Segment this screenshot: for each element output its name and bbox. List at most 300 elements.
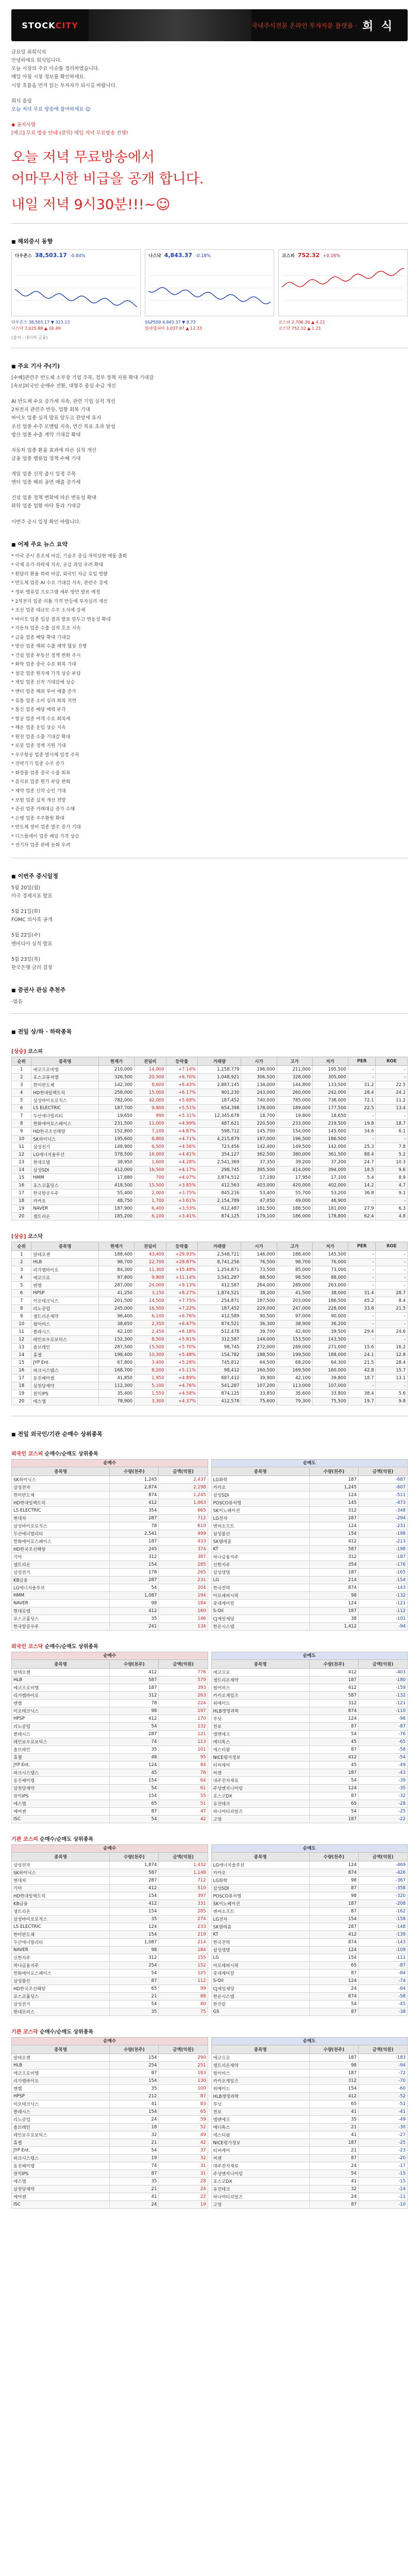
table-row[interactable] (12, 1282, 408, 1290)
stock-name[interactable]: 에코프로 (211, 1669, 309, 1676)
stock-name[interactable]: 이오테크닉스 (12, 1707, 110, 1715)
table-row[interactable] (211, 1962, 408, 1970)
stock-name[interactable]: 기아 (12, 1553, 110, 1561)
stock-name[interactable]: 위메이드 (211, 1700, 309, 1707)
stock-name[interactable]: 셀트리온제약 (211, 1676, 309, 1684)
stock-name[interactable]: HPSP (12, 2093, 110, 2100)
table-row[interactable] (211, 2170, 408, 2178)
table-row[interactable] (211, 2131, 408, 2139)
stock-name[interactable]: 삼천당제약 (12, 2185, 110, 2193)
stock-name[interactable]: 휴젤 (12, 2139, 110, 2147)
table-row[interactable] (12, 1297, 408, 1305)
stock-name[interactable]: 클래시스 (31, 1328, 99, 1336)
table-row[interactable] (12, 2001, 208, 2008)
stock-name[interactable]: 아모레퍼시픽 (211, 1592, 309, 1600)
table-row[interactable] (211, 1707, 408, 1715)
stock-name[interactable]: 삼성SDI (31, 1166, 99, 1174)
table-row[interactable] (12, 1375, 408, 1382)
table-row[interactable] (12, 2162, 208, 2170)
table-row[interactable] (12, 2116, 208, 2124)
stock-name[interactable]: 포스코홀딩스 (12, 1993, 110, 2001)
table-row[interactable] (12, 1731, 208, 1738)
stock-name[interactable]: 현대모비스 (12, 2008, 110, 2016)
stock-name[interactable]: 펄어비스 (211, 2070, 309, 2077)
stock-name[interactable]: 현대차 (12, 1877, 110, 1885)
stock-name[interactable]: 에스티팜 (211, 2131, 309, 2139)
stock-name[interactable]: 케어젠 (12, 1808, 110, 1816)
stockcity-logo[interactable] (11, 9, 89, 41)
table-row[interactable] (12, 1676, 208, 1684)
stock-name[interactable]: 한진칼 (211, 2001, 309, 2008)
stock-name[interactable]: 삼성바이오로직스 (31, 1097, 99, 1105)
table-row[interactable] (211, 1777, 408, 1785)
stock-name[interactable]: 카카오게임즈 (211, 2077, 309, 2085)
table-row[interactable] (211, 2201, 408, 2209)
table-row[interactable] (12, 2155, 208, 2162)
stock-name[interactable]: SK이노베이션 (211, 1900, 309, 1908)
stock-name[interactable]: 루닛 (211, 2100, 309, 2108)
table-row[interactable] (12, 1290, 408, 1297)
table-row[interactable] (12, 2124, 208, 2131)
table-row[interactable] (12, 1515, 208, 1522)
stock-name[interactable]: 기아 (12, 1885, 110, 1892)
stock-name[interactable]: HD현대일렉트릭 (12, 1892, 110, 1900)
table-row[interactable] (211, 1977, 408, 1985)
table-row[interactable] (12, 1320, 408, 1328)
table-row[interactable] (12, 1954, 208, 1962)
stock-name[interactable]: 포스코홀딩스 (12, 1615, 110, 1623)
table-row[interactable] (12, 2008, 208, 2016)
stock-name[interactable]: 한미반도체 (31, 1081, 99, 1089)
table-row[interactable] (211, 1908, 408, 1916)
table-row[interactable] (211, 1592, 408, 1600)
stock-name[interactable]: 펄어비스 (31, 1320, 99, 1328)
table-row[interactable] (211, 1754, 408, 1761)
table-row[interactable] (12, 1885, 208, 1892)
stock-name[interactable]: SK하이닉스 (12, 1869, 110, 1877)
table-row[interactable] (12, 1900, 208, 1908)
stock-name[interactable]: 에스엠 (12, 1800, 110, 1808)
table-row[interactable] (12, 1977, 208, 1985)
stock-name[interactable]: 셀트리온 (31, 1213, 99, 1221)
table-row[interactable] (211, 1577, 408, 1584)
stock-name[interactable]: 리노공업 (12, 1723, 110, 1731)
table-row[interactable] (12, 2062, 208, 2070)
stock-name[interactable]: 아모레퍼시픽 (211, 1962, 309, 1970)
stock-name[interactable]: SK이노베이션 (211, 1507, 309, 1515)
stock-name[interactable]: 롯데케미칼 (211, 1600, 309, 1607)
table-row[interactable] (12, 1861, 208, 1869)
stock-name[interactable]: 리노공업 (12, 2116, 110, 2124)
table-row[interactable] (12, 1607, 208, 1615)
table-row[interactable] (12, 1869, 208, 1877)
stock-name[interactable]: 엔씨소프트 (211, 1522, 309, 1530)
stock-name[interactable]: HD한국조선해양 (31, 1128, 99, 1136)
stock-name[interactable]: 두산에너빌리티 (12, 1939, 110, 1946)
stock-name[interactable]: 리가켐바이오 (31, 1266, 99, 1274)
table-row[interactable] (211, 1499, 408, 1507)
stock-name[interactable]: SK하이닉스 (31, 1136, 99, 1143)
stock-name[interactable]: 한화에어로스페이스 (12, 1970, 110, 1977)
stock-name[interactable]: 에스엠 (31, 1398, 99, 1405)
stock-name[interactable]: 위메이드 (211, 2085, 309, 2093)
stock-name[interactable]: S-Oil (211, 1607, 309, 1615)
table-row[interactable] (12, 1746, 208, 1754)
table-row[interactable] (12, 1970, 208, 1977)
stock-name[interactable]: HLB (12, 1676, 110, 1684)
table-row[interactable] (12, 1700, 208, 1707)
stock-name[interactable]: 동진쎄미켐 (31, 1375, 99, 1382)
table-row[interactable] (12, 2108, 208, 2116)
stock-name[interactable]: NAVER (31, 1205, 99, 1213)
stock-name[interactable]: KB금융 (12, 1577, 110, 1584)
table-row[interactable] (12, 1692, 208, 1700)
table-row[interactable] (12, 1274, 408, 1282)
table-row[interactable] (12, 1359, 408, 1367)
stock-name[interactable]: 파크시스템스 (12, 1769, 110, 1777)
table-row[interactable] (12, 1205, 408, 1213)
table-row[interactable] (12, 1777, 208, 1785)
stock-name[interactable]: 한미반도체 (12, 1931, 110, 1939)
table-row[interactable] (211, 1954, 408, 1962)
table-row[interactable] (211, 1877, 408, 1885)
table-row[interactable] (12, 1785, 208, 1792)
stock-name[interactable]: HMM (12, 1592, 110, 1600)
table-row[interactable] (12, 2170, 208, 2178)
table-row[interactable] (12, 1074, 408, 1081)
stock-name[interactable]: 파크시스템스 (12, 2155, 110, 2162)
stock-name[interactable]: HLB (12, 2062, 110, 2070)
stock-name[interactable]: 셀트리온제약 (211, 2062, 309, 2070)
stock-name[interactable]: 알테오젠 (12, 2054, 110, 2062)
table-row[interactable] (211, 1600, 408, 1607)
stock-name[interactable]: HD한국조선해양 (12, 1546, 110, 1553)
table-row[interactable] (211, 1885, 408, 1892)
stock-name[interactable]: 하나금융지주 (12, 1962, 110, 1970)
stock-name[interactable]: KT (211, 1546, 309, 1553)
table-row[interactable] (12, 1946, 208, 1954)
table-row[interactable] (12, 1939, 208, 1946)
stock-name[interactable]: 포스코퓨처엠 (31, 1074, 99, 1081)
table-row[interactable] (12, 1143, 408, 1151)
stock-name[interactable]: 에스티팜 (211, 1746, 309, 1754)
table-row[interactable] (12, 1892, 208, 1900)
stock-name[interactable]: 솔브레인 (12, 1746, 110, 1754)
stock-name[interactable]: LG화학 (211, 1877, 309, 1885)
table-row[interactable] (211, 1522, 408, 1530)
table-row[interactable] (12, 1615, 208, 1623)
table-row[interactable] (211, 2178, 408, 2185)
table-row[interactable] (12, 1351, 408, 1359)
table-row[interactable] (12, 2185, 208, 2193)
table-row[interactable] (211, 2108, 408, 2116)
table-row[interactable] (12, 2093, 208, 2100)
table-row[interactable] (211, 2001, 408, 2008)
stock-name[interactable]: 삼천당제약 (31, 1382, 99, 1390)
table-row[interactable] (211, 2100, 408, 2108)
stock-name[interactable]: LG전자 (211, 1515, 309, 1522)
stock-name[interactable]: 유진테크 (211, 1800, 309, 1808)
stock-name[interactable]: 엘앤에프 (211, 2116, 309, 2124)
table-row[interactable] (211, 2070, 408, 2077)
stock-name[interactable]: 고영 (211, 2201, 309, 2209)
table-row[interactable] (12, 1761, 208, 1769)
table-row[interactable] (12, 1792, 208, 1800)
stock-name[interactable]: 에코프로비엠 (12, 1684, 110, 1692)
stock-name[interactable]: 하나머티리얼즈 (211, 1808, 309, 1816)
table-row[interactable] (12, 1530, 208, 1538)
stock-name[interactable]: HD한국조선해양 (12, 1985, 110, 1993)
table-row[interactable] (211, 1569, 408, 1577)
table-row[interactable] (12, 1305, 408, 1313)
stock-name[interactable]: 두산에너빌리티 (31, 1112, 99, 1120)
table-row[interactable] (12, 1344, 408, 1351)
table-row[interactable] (12, 2147, 208, 2155)
stock-name[interactable]: 삼성물산 (211, 1530, 309, 1538)
stock-name[interactable]: HLB (31, 1259, 99, 1266)
stock-name[interactable]: NAVER (12, 1600, 110, 1607)
table-row[interactable] (211, 1746, 408, 1754)
table-row[interactable] (211, 1623, 408, 1631)
table-row[interactable] (12, 1754, 208, 1761)
stock-name[interactable]: 리가켐바이오 (12, 2077, 110, 2085)
table-row[interactable] (211, 2185, 408, 2193)
table-row[interactable] (211, 1939, 408, 1946)
stock-name[interactable]: 포스코홀딩스 (31, 1182, 99, 1190)
table-row[interactable] (211, 1731, 408, 1738)
table-row[interactable] (211, 1916, 408, 1923)
stock-name[interactable]: 셀트리온 (12, 1908, 110, 1916)
stock-name[interactable]: 삼성생명 (211, 1569, 309, 1577)
table-row[interactable] (12, 1097, 408, 1105)
table-row[interactable] (12, 1336, 408, 1344)
stock-name[interactable]: 현대차 (12, 1515, 110, 1522)
table-row[interactable] (12, 2085, 208, 2093)
stock-name[interactable]: 한미반도체 (12, 1492, 110, 1499)
table-row[interactable] (211, 2062, 408, 2070)
stock-name[interactable]: 파크시스템스 (31, 1367, 99, 1375)
table-row[interactable] (211, 1515, 408, 1522)
stock-name[interactable]: 삼성전기 (12, 2001, 110, 2008)
stock-name[interactable]: NICE평가정보 (211, 2139, 309, 2147)
table-row[interactable] (12, 1266, 408, 1274)
stock-name[interactable]: LS ELECTRIC (12, 1923, 110, 1931)
table-row[interactable] (12, 1492, 208, 1499)
stock-name[interactable]: POSCO퓨처엠 (211, 1499, 309, 1507)
table-row[interactable] (12, 1367, 408, 1375)
table-row[interactable] (12, 1522, 208, 1530)
stock-name[interactable]: 한국전력 (211, 1584, 309, 1592)
stock-name[interactable]: 한국항공우주 (31, 1190, 99, 1197)
stock-name[interactable]: 하나금융지주 (211, 1553, 309, 1561)
stock-name[interactable]: 카카오 (31, 1197, 99, 1205)
stock-name[interactable]: 엔씨소프트 (211, 1908, 309, 1916)
table-row[interactable] (211, 1993, 408, 2001)
table-row[interactable] (211, 1761, 408, 1769)
table-row[interactable] (12, 2201, 208, 2209)
table-row[interactable] (12, 1584, 208, 1592)
stock-name[interactable]: 삼성전자 (12, 1861, 110, 1869)
table-row[interactable] (12, 1577, 208, 1584)
table-row[interactable] (211, 2193, 408, 2201)
stock-name[interactable]: 카카오게임즈 (211, 1692, 309, 1700)
table-row[interactable] (211, 1584, 408, 1592)
table-row[interactable] (12, 1684, 208, 1692)
table-row[interactable] (12, 1159, 408, 1166)
table-row[interactable] (211, 1970, 408, 1977)
stock-name[interactable]: 셀트리온 (12, 1561, 110, 1569)
table-row[interactable] (211, 1946, 408, 1954)
stock-name[interactable]: 한화에어로스페이스 (12, 1538, 110, 1546)
stock-name[interactable]: 하나머티리얼즈 (211, 2193, 309, 2201)
stock-name[interactable]: 한온시스템 (211, 1623, 309, 1631)
table-row[interactable] (12, 1382, 408, 1390)
table-row[interactable] (12, 2070, 208, 2077)
table-row[interactable] (211, 1538, 408, 1546)
stock-name[interactable]: LG화학 (211, 1476, 309, 1484)
stock-name[interactable]: SK텔레콤 (211, 1923, 309, 1931)
table-row[interactable] (211, 2155, 408, 2162)
table-row[interactable] (12, 2193, 208, 2201)
stock-name[interactable]: LS ELECTRIC (31, 1105, 99, 1112)
table-row[interactable] (211, 1738, 408, 1746)
table-row[interactable] (12, 1128, 408, 1136)
stock-name[interactable]: KT (211, 1931, 309, 1939)
table-row[interactable] (211, 1607, 408, 1615)
table-row[interactable] (211, 2054, 408, 2062)
table-row[interactable] (211, 1676, 408, 1684)
stock-name[interactable]: 두산에너빌리티 (12, 1530, 110, 1538)
stock-name[interactable]: 삼성바이오로직스 (12, 1916, 110, 1923)
stock-name[interactable]: 삼성전자 (12, 1484, 110, 1492)
table-row[interactable] (211, 1700, 408, 1707)
stock-name[interactable]: 리가켐바이오 (12, 1692, 110, 1700)
stock-name[interactable]: 삼성전기 (12, 1569, 110, 1577)
table-row[interactable] (12, 2100, 208, 2108)
stock-name[interactable]: LG (211, 1577, 309, 1584)
table-row[interactable] (12, 1993, 208, 2001)
table-row[interactable] (12, 1538, 208, 1546)
table-row[interactable] (211, 1900, 408, 1908)
stock-name[interactable]: 원익IPS (12, 2170, 110, 2178)
stock-name[interactable]: 현대로템 (12, 1607, 110, 1615)
stock-name[interactable]: 삼성바이오로직스 (12, 1522, 110, 1530)
stock-name[interactable]: HLB생명과학 (211, 1707, 309, 1715)
table-row[interactable] (12, 1484, 208, 1492)
stock-name[interactable]: 한화에어로스페이스 (31, 1120, 99, 1128)
stock-name[interactable]: 이오테크닉스 (31, 1297, 99, 1305)
stock-name[interactable]: HPSP (31, 1290, 99, 1297)
table-row[interactable] (12, 1916, 208, 1923)
stock-name[interactable]: 삼성물산 (12, 1977, 110, 1985)
stock-name[interactable]: 엔켐 (31, 1282, 99, 1290)
table-row[interactable] (211, 2124, 408, 2131)
table-row[interactable] (12, 1136, 408, 1143)
table-row[interactable] (12, 1390, 408, 1398)
stock-name[interactable]: CJ제일제당 (211, 1615, 309, 1623)
stock-name[interactable]: 레인보우로보틱스 (31, 1336, 99, 1344)
table-row[interactable] (12, 1112, 408, 1120)
stock-name[interactable]: NAVER (12, 1946, 110, 1954)
stock-name[interactable]: 에코프로 (31, 1274, 99, 1282)
table-row[interactable] (211, 1923, 408, 1931)
table-row[interactable] (12, 1313, 408, 1320)
stock-name[interactable]: 씨젠 (211, 2155, 309, 2162)
stock-name[interactable]: 천보 (211, 1723, 309, 1731)
table-row[interactable] (211, 1692, 408, 1700)
stock-name[interactable]: SK하이닉스 (12, 1476, 110, 1484)
table-row[interactable] (12, 1507, 208, 1515)
table-row[interactable] (211, 1476, 408, 1484)
table-row[interactable] (12, 2131, 208, 2139)
stock-name[interactable]: 주성엔지니어링 (211, 1785, 309, 1792)
stock-name[interactable]: 휴젤 (12, 1754, 110, 1761)
stock-name[interactable]: 레인보우로보틱스 (12, 2131, 110, 2139)
table-row[interactable] (12, 1190, 408, 1197)
table-row[interactable] (211, 1530, 408, 1538)
stock-name[interactable]: 엔켐 (12, 1700, 110, 1707)
table-row[interactable] (211, 2116, 408, 2124)
stock-name[interactable]: 대주전자재료 (211, 1777, 309, 1785)
table-row[interactable] (12, 2054, 208, 2062)
stock-name[interactable]: 롯데케미칼 (211, 1970, 309, 1977)
table-row[interactable] (211, 1769, 408, 1777)
stock-name[interactable]: 티씨케이 (211, 1761, 309, 1769)
table-row[interactable] (12, 1707, 208, 1715)
stock-name[interactable]: HD현대일렉트릭 (31, 1089, 99, 1097)
table-row[interactable] (12, 1723, 208, 1731)
stock-name[interactable]: LG에너지솔루션 (31, 1151, 99, 1159)
table-row[interactable] (211, 1785, 408, 1792)
stock-name[interactable]: 동진쎄미켐 (12, 1777, 110, 1785)
table-row[interactable] (211, 2147, 408, 2155)
table-row[interactable] (211, 2077, 408, 2085)
stock-name[interactable]: POSCO퓨처엠 (211, 1892, 309, 1900)
stock-name[interactable]: HLB생명과학 (211, 2093, 309, 2100)
table-row[interactable] (211, 1985, 408, 1993)
stock-name[interactable]: LG전자 (211, 1916, 309, 1923)
table-row[interactable] (211, 1561, 408, 1569)
stock-name[interactable]: 엔켐 (12, 2085, 110, 2093)
stock-name[interactable]: 포스코DX (211, 1792, 309, 1800)
table-row[interactable] (12, 1738, 208, 1746)
table-row[interactable] (12, 1259, 408, 1266)
table-row[interactable] (211, 1669, 408, 1676)
stock-name[interactable]: 유진테크 (211, 2185, 309, 2193)
table-row[interactable] (12, 1166, 408, 1174)
table-row[interactable] (211, 1931, 408, 1939)
stock-name[interactable]: 신한지주 (12, 1954, 110, 1962)
stock-name[interactable]: 삼성전기 (31, 1143, 99, 1151)
stock-name[interactable]: ISC (12, 1816, 110, 1823)
table-row[interactable] (211, 1792, 408, 1800)
table-row[interactable] (211, 1816, 408, 1823)
table-row[interactable] (12, 1715, 208, 1723)
table-row[interactable] (12, 1923, 208, 1931)
table-row[interactable] (12, 1908, 208, 1916)
stock-name[interactable]: JYP Ent. (31, 1359, 99, 1367)
stock-name[interactable]: GS (211, 2008, 309, 2016)
stock-name[interactable]: 카카오 (211, 1484, 309, 1492)
stock-name[interactable]: LG에너지솔루션 (12, 1584, 110, 1592)
table-row[interactable] (12, 1105, 408, 1112)
stock-name[interactable]: 신한지주 (211, 1561, 309, 1569)
stock-name[interactable]: LG에너지솔루션 (211, 1861, 309, 1869)
stock-name[interactable]: S-Oil (211, 1977, 309, 1985)
stock-name[interactable]: 클래시스 (12, 1731, 110, 1738)
stock-name[interactable]: JYP Ent. (12, 2147, 110, 2155)
stock-name[interactable]: HD현대일렉트릭 (12, 1499, 110, 1507)
